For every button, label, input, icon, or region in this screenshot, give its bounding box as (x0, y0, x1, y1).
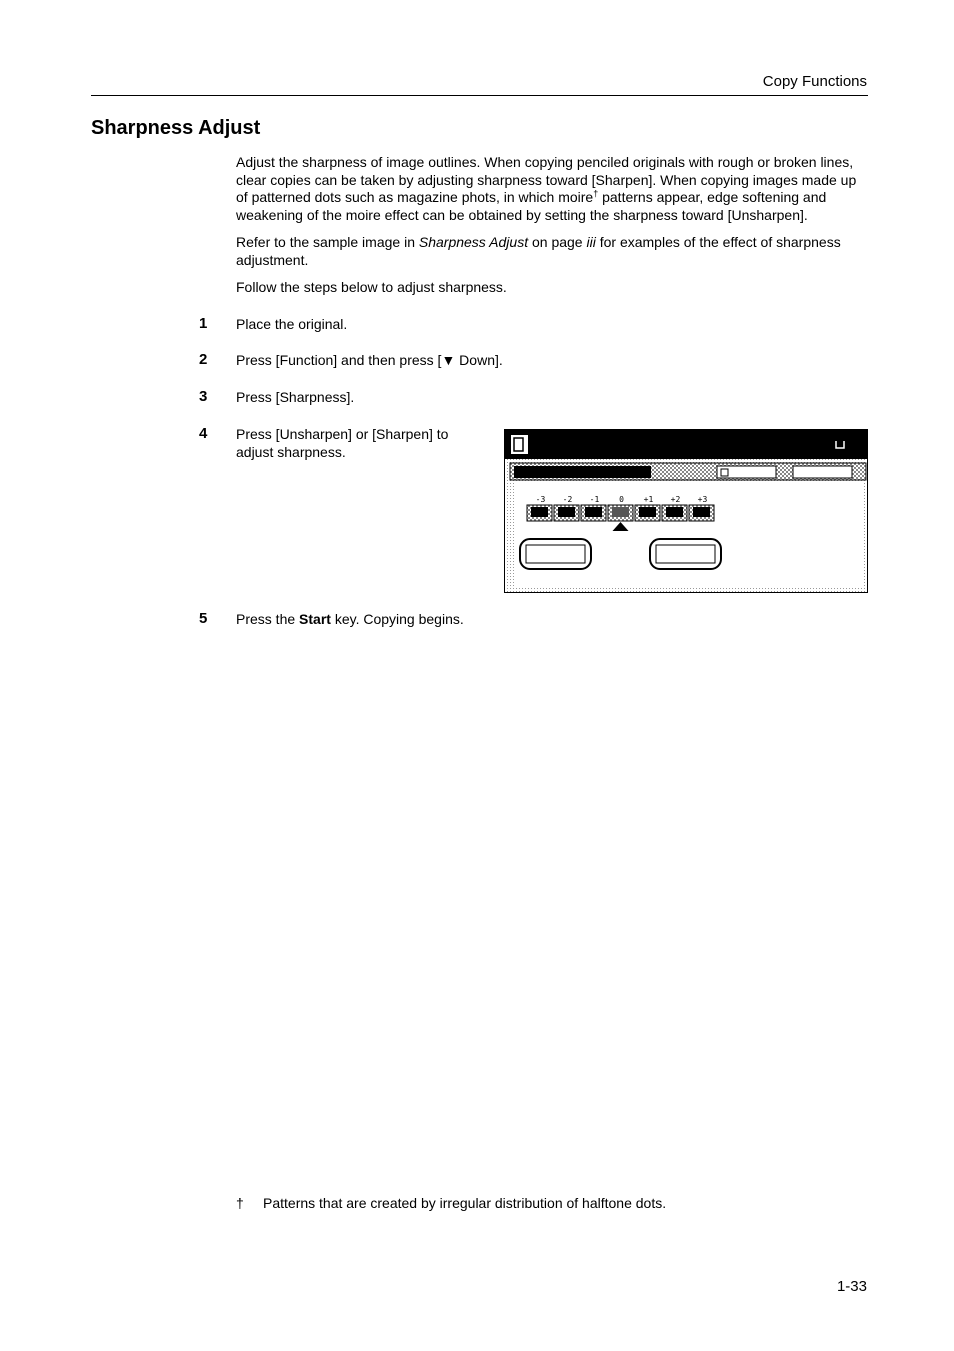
footnote-text: Patterns that are created by irregular distribution of halftone dots. (263, 1195, 667, 1211)
scale-segment-fill (639, 507, 656, 517)
close-button[interactable] (793, 466, 852, 478)
ref-text: Refer to the sample image in (236, 234, 419, 250)
function-title-bar (514, 466, 651, 478)
step-text-a: Press the (236, 611, 300, 627)
scale-label: -3 (535, 495, 546, 504)
panel-title-bar (505, 430, 867, 459)
step-text-b: key. Copying begins. (330, 611, 464, 627)
scale-label: +2 (670, 495, 681, 504)
ref-title: Sharpness Adjust (418, 234, 529, 250)
ref-text-c: for examples of the effect of sharpness adjustment. (236, 234, 841, 268)
intro-text: Adjust the sharpness of image outlines. When copying penciled originals with rough or broken lines, clear copies can be taken by adjusting sharpness toward [Sharpen]. When copying images made up of patterned dots such as magazine phots, in which moire (236, 154, 857, 205)
step-text: Place the original. (236, 316, 348, 332)
sharpness-panel (504, 429, 868, 593)
dagger-mark: † (593, 188, 599, 199)
page-number: 1-33 (836, 1278, 867, 1295)
footnote-mark: † (236, 1195, 244, 1211)
header-rule (91, 95, 868, 96)
scale-label: +1 (643, 495, 654, 504)
step-number: 2 (199, 351, 208, 368)
scale-segment-fill (558, 507, 575, 517)
scale-segment-fill (693, 507, 710, 517)
panel-illustration (504, 429, 868, 593)
step-text (236, 610, 464, 628)
scale-segment-fill (612, 507, 629, 517)
scale-label: 0 (619, 495, 624, 504)
step-text: Press [Unsharpen] or [Sharpen] to adjust sharpness. (236, 426, 449, 460)
intro-paragraph-2 (236, 234, 868, 269)
step-text: Press [Sharpness]. (236, 389, 355, 405)
intro-paragraph-3: Follow the steps below to adjust sharpness. (236, 279, 507, 295)
scale-label: -2 (562, 495, 573, 504)
step-number: 1 (199, 315, 208, 332)
step-number: 5 (199, 610, 208, 627)
running-header: Copy Functions (762, 73, 867, 90)
ref-page: iii (586, 234, 596, 250)
scale-segment-fill (585, 507, 602, 517)
scale-label: -1 (589, 495, 600, 504)
scale-segment-fill (531, 507, 548, 517)
start-key-label: Start (299, 611, 331, 627)
step-text: Press [Function] and then press [▼ Down]. (236, 352, 503, 368)
intro-paragraph-1 (236, 154, 868, 224)
scale-segment-fill (666, 507, 683, 517)
ref-text-b: on page (528, 234, 587, 250)
section-title: Sharpness Adjust (91, 117, 261, 139)
step-number: 4 (199, 425, 208, 442)
scale-label: +3 (697, 495, 708, 504)
step-number: 3 (199, 388, 208, 405)
intro-text-tail: patterns appear, edge softening and weakening of the moire effect can be obtained by setting the sharpness toward [Unsharpen]. (236, 189, 827, 223)
